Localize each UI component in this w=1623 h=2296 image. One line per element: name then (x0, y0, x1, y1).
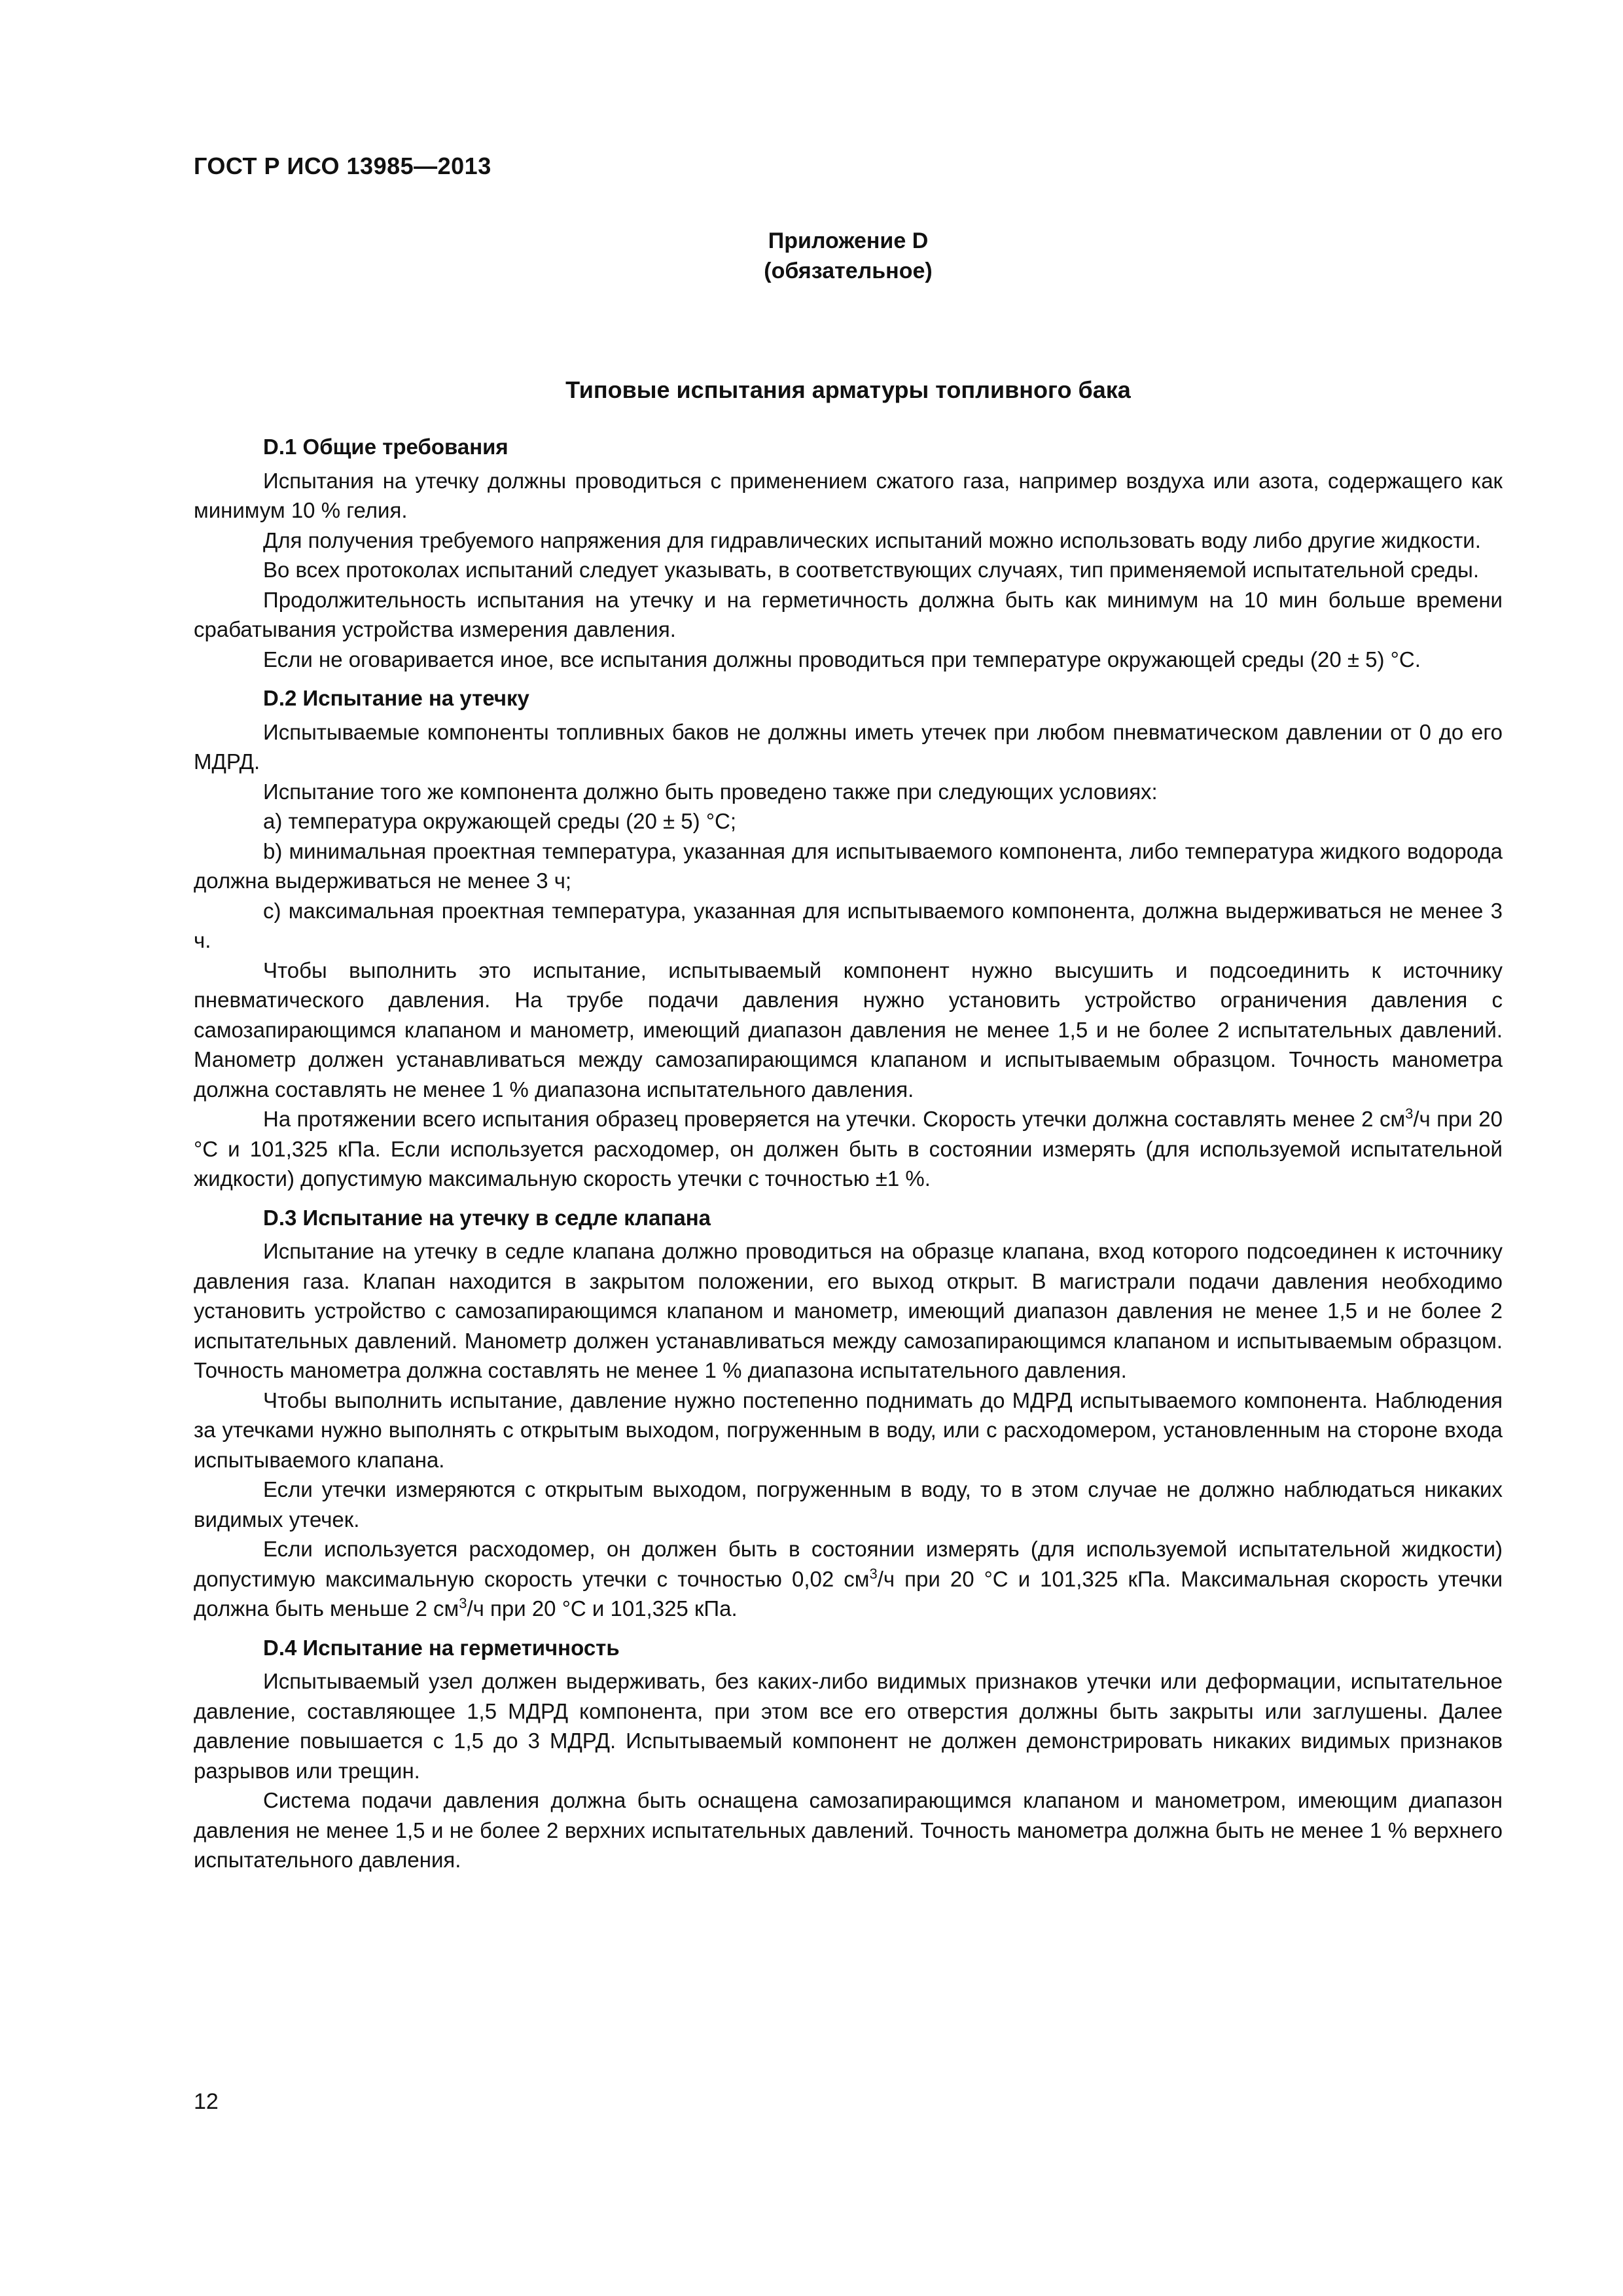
section-heading-d2: D.2 Испытание на утечку (263, 686, 529, 710)
paragraph: Испытываемые компоненты топливных баков не должны иметь утечек при любом пневматическом давлении от 0 до его МДРД. (194, 719, 1503, 774)
paragraph (194, 1534, 1503, 1624)
paragraph: Испытание на утечку в седле клапана должно проводиться на образце клапана, вход которого подсоединен к источнику давления газа. Клапан находится в закрытом положении, его выход открыт. В магистрали подачи давления необходимо установить устройство с самозапирающимся клапаном и манометр, имеющий диапазон давления не менее 1,5 и не более 2 испытательных давлений. Манометр должен устанавливаться между самозапирающимся клапаном и испытываемым образцом. Точность манометра должна составлять не менее 1 % диапазона испытательного давления. (194, 1239, 1503, 1382)
paragraph: Продолжительность испытания на утечку и на герметичность должна быть как минимум на 10 мин больше времени срабатывания устройства измерения давления. (194, 587, 1503, 641)
standard-header: ГОСТ Р ИСО 13985—2013 (194, 152, 491, 179)
annex-status: (обязательное) (764, 259, 933, 283)
paragraph: Испытание того же компонента должно быть проведено также при следующих условиях: (263, 779, 1158, 804)
paragraph: Во всех протоколах испытаний следует указывать, в соответствующих случаях, тип применяемой испытательной среды. (263, 558, 1480, 582)
paragraph: Если утечки измеряются с открытым выходом, погруженным в воду, то в этом случае не должно наблюдаться никаких видимых утечек. (194, 1477, 1503, 1532)
annex-title: Приложение D (768, 228, 929, 253)
list-item-b: b) минимальная проектная температура, указанная для испытываемого компонента, либо температура жидкого водорода должна выдерживаться не менее 3 ч; (194, 838, 1503, 893)
text-segment: Если используется расходомер, он должен быть в состоянии измерять (для используемой испытательной жидкости) допустимую максимальную скорость утечки с точностью 0,02 см (194, 1537, 1503, 1591)
superscript: 3 (869, 1565, 878, 1582)
text-segment: /ч при 20 °С и 101,325 кПа. (467, 1596, 738, 1621)
superscript: 3 (459, 1595, 467, 1611)
section-heading-d3: D.3 Испытание на утечку в седле клапана (263, 1205, 711, 1230)
superscript: 3 (1405, 1105, 1414, 1122)
text-segment: На протяжении всего испытания образец проверяется на утечки. Скорость утечки должна составлять менее 2 см (263, 1107, 1406, 1131)
paragraph (194, 1104, 1503, 1194)
text-segment: /ч при 20 °С и 101,325 кПа. Максимальная скорость утечки должна быть меньше 2 см (194, 1566, 1503, 1621)
paragraph: Если не оговаривается иное, все испытания должны проводиться при температуре окружающей среды (20 ± 5) °С. (263, 647, 1421, 672)
list-item-a: a) температура окружающей среды (20 ± 5) °С; (263, 809, 737, 833)
annex-label (194, 226, 1503, 286)
paragraph: Испытания на утечку должны проводиться с применением сжатого газа, например воздуха или азота, содержащего как минимум 10 % гелия. (194, 468, 1503, 522)
section-heading-d4: D.4 Испытание на герметичность (263, 1635, 620, 1660)
section-heading-d1: D.1 Общие требования (263, 435, 508, 459)
text-segment: /ч при 20 °С и 101,325 кПа. Если используется расходомер, он должен быть в состоянии измерять (для используемой испытательной жидкости) допустимую максимальную скорость утечки с точностью ±1 %. (194, 1107, 1503, 1191)
paragraph: Чтобы выполнить испытание, давление нужно постепенно поднимать до МДРД испытываемого компонента. Наблюдения за утечками нужно выполнять с открытым выходом, погруженным в воду, или с расходомером, установленным на стороне входа испытываемого клапана. (194, 1388, 1503, 1472)
page-title: Типовые испытания арматуры топливного бака (565, 376, 1131, 403)
document-body (194, 432, 1503, 1875)
list-item-c: c) максимальная проектная температура, указанная для испытываемого компонента, должна выдерживаться не менее 3 ч. (194, 898, 1503, 952)
paragraph: Для получения требуемого напряжения для гидравлических испытаний можно использовать воду либо другие жидкости. (263, 528, 1481, 552)
paragraph: Система подачи давления должна быть оснащена самозапирающимся клапаном и манометром, имеющим диапазон давления не менее 1,5 и не более 2 верхних испытательных давлений. Точность манометра должна быть не менее 1 % верхнего испытательного давления. (194, 1788, 1503, 1872)
page-number: 12 (194, 2089, 219, 2114)
paragraph: Чтобы выполнить это испытание, испытываемый компонент нужно высушить и подсоединить к источнику пневматического давления. На трубе подачи давления нужно установить устройство ограничения давления с самозапирающимся клапаном и манометр, имеющий диапазон давления не менее 1,5 и не более 2 испытательных давлений. Манометр должен устанавливаться между самозапирающимся клапаном и испытываемым образцом. Точность манометра должна составлять не менее 1 % диапазона испытательного давления. (194, 958, 1503, 1102)
paragraph: Испытываемый узел должен выдерживать, без каких-либо видимых признаков утечки или деформации, испытательное давление, составляющее 1,5 МДРД компонента, при этом все его отверстия должны быть закрыты или заглушены. Далее давление повышается с 1,5 до 3 МДРД. Испытываемый компонент не должен демонстрировать никаких видимых признаков разрывов или трещин. (194, 1669, 1503, 1783)
